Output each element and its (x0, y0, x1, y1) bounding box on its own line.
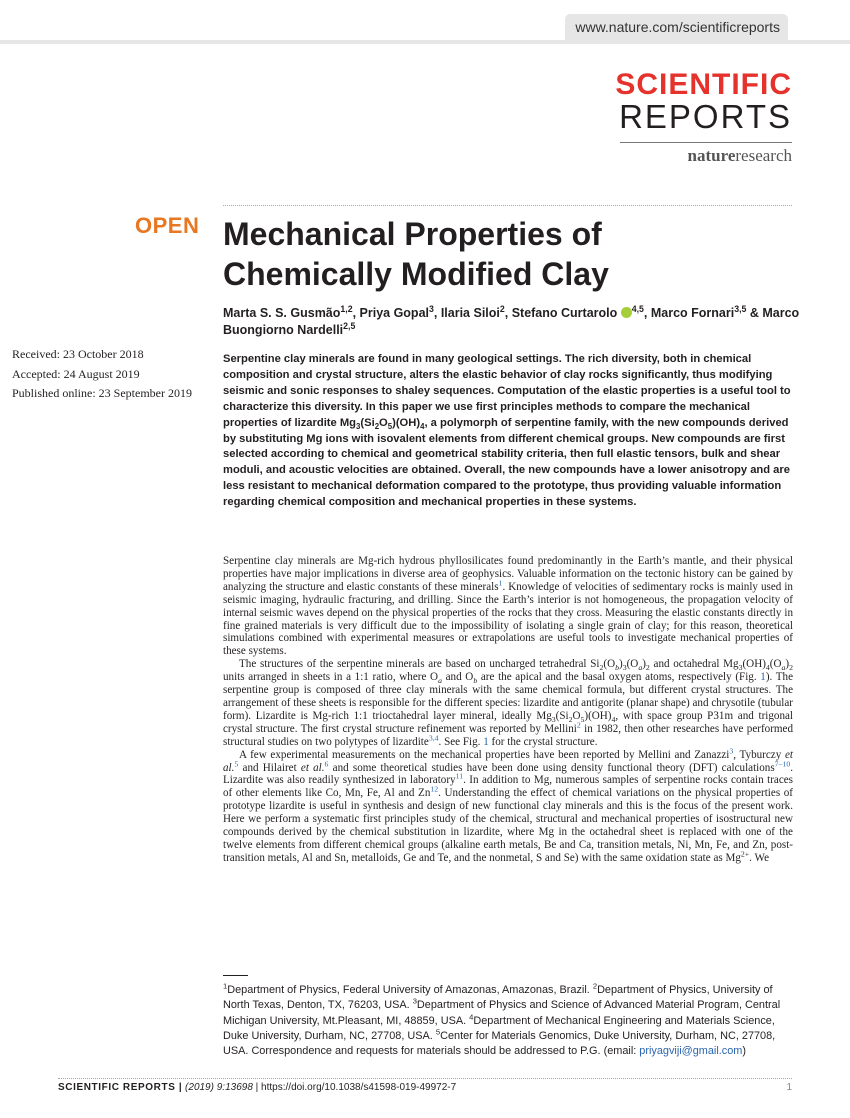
page-footer (58, 1082, 456, 1093)
footnote-divider (223, 975, 248, 976)
header-rule (0, 40, 850, 44)
open-access-label: OPEN (135, 213, 200, 238)
publisher-rest: research (735, 146, 792, 165)
footer-volume: (2019) 9:13698 (185, 1082, 253, 1093)
page-number: 1 (786, 1082, 792, 1093)
paragraph-2: The structures of the serpentine minerals are based on uncharged tetrahedral $Si_2(O_b)_3(O_a)_2$ and octahedral $Mg_3(OH)_4(O_a)_2$ units arranged in sheets in a 1:1 ratio, where $O_a$ and $O_b$ are the apical and the basal oxygen atoms, respectively (Fig. 1). The serpentine group is composed of three clay minerals with the same chemical formula, but different crystal structures. The arrangement of these sheets is responsible for the different species: lizardite and antigorite (planar shape) and chrysotile (tubular form). Lizardite is Mg-rich 1:1 trioctahedral layer mineral, ideally $Mg_3(Si_2O_5)(OH)_4$, with space group P31m and trigonal crystal structure. The first crystal structure refinement was reported by Mellini$^2$ in 1982, then other researches have performed structural studies on two polytypes of lizardite$^{3,4}$. See Fig. 1 for the crystal structure. (223, 658, 794, 748)
journal-logo-reports: REPORTS (619, 98, 792, 135)
publisher-bold: nature (687, 146, 736, 165)
received-date: Received: 23 October 2018 (12, 347, 144, 361)
paragraph-1: Serpentine clay minerals are Mg-rich hydrous phyllosilicates found predominantly in the Earth’s mantle, and their physical properties have major implications in diverse area of geophysics. Valuable information on the tectonic history can be gained by analyzing the structure and elastic constants of these minerals$^1$. Knowledge of velocities of sedimentary rocks is mainly used in seismic imaging, hydraulic fracturing, and drilling. Since the Earth’s interior is not homogeneous, the propagation velocity of internal seismic waves depend on the physical properties of the rocks that they cross. Measuring the elastic constants directly in fine grained materials is very difficult due to the impossibility of isolating a single grain of clay; for this reason, theoretical simulations combined with experimental measures or extrapolations are useful tools to investigate mechanical properties of these systems. (223, 555, 793, 658)
footer-journal: SCIENTIFIC REPORTS | (58, 1082, 183, 1093)
footer-divider (58, 1078, 792, 1079)
logo-divider (620, 142, 792, 143)
author-list: Marta S. S. Gusmão$^{1,2}$, Priya Gopal$^3$, Ilaria Siloi$^2$, Stefano Curtarolo $^{4,5}$, Marco Fornari$^{3,5}$ & Marco Buongiorno Nardelli$^{2,5}$ (223, 303, 800, 337)
main-text (223, 555, 793, 865)
article-dates (12, 345, 192, 404)
publisher-logo (688, 146, 792, 166)
title-divider (223, 205, 792, 206)
footer-doi[interactable]: | https://doi.org/10.1038/s41598-019-49972-7 (255, 1082, 457, 1093)
accepted-date: Accepted: 24 August 2019 (12, 366, 140, 381)
published-date: Published online: 23 September 2019 (12, 386, 192, 400)
journal-url[interactable]: www.nature.com/scientificreports (565, 14, 788, 40)
paragraph-3: A few experimental measurements on the mechanical properties have been reported by Mellini and Zanazzi$^3$, Tyburczy et al.$^5$ and Hilairet et al.$^6$ and some theoretical studies have been done using density functional theory (DFT) calculations$^{7-10}$. Lizardite was also readily synthesized in laboratory$^{11}$. In addition to Mg, numerous samples of serpentine rocks contain traces of other elements like Co, Mn, Fe, Al and Zn$^{12}$. Understanding the effect of chemical variations on the physical properties of prototype lizardite is useful in synthesis and design of new functional clay minerals and this is the focus of the present work. Here we perform a systematic first principles study of the chemical, structural and mechanical properties of isostructural new compounds derived by the chemical substitution in lizardite, where Mg in the octahedral sheet is replaced with one of the twelve elements from different chemical groups (alkaline earth metals, Be and Ca, transition metals, Ni, Mn, Fe, and Zn, post-transition metals, Al and Sn, metalloids, Ge and Te, and the nonmetal, S and Se) with the same oxidation state as $Mg^{2+}$. We (223, 745, 794, 864)
journal-logo-scientific: SCIENTIFIC (615, 68, 792, 101)
orcid-icon[interactable] (621, 307, 632, 318)
correspondence-email[interactable]: priyagviji@gmail.com (639, 1045, 743, 1058)
abstract: Serpentine clay minerals are found in many geological settings. The rich diversity, both in chemical composition and crystal structure, alters the elastic behavior of clay rocks significantly, thus modifying seismic and sonic responses to shaley sequences. Computation of the elastic properties is a useful tool to characterize this diversity. In this paper we use first principles methods to compare the mechanical properties of lizardite $Mg_3(Si_2O_5)(OH)_4$, a polymorph of serpentine family, with the new compounds derived by substituting Mg ions with isovalent elements from different chemical groups. New compounds are first selected according to chemical and geometrical stability criteria, then full elastic tensors, bulk and shear moduli, and acoustic velocities are obtained. Overall, the new compounds have a lower anisotropy and are less resistant to mechanical deformation compared to the prototype, thus providing valuable information regarding chemical composition and mechanical properties in these systems. (223, 353, 791, 509)
article-title: Mechanical Properties of Chemically Modified Clay (223, 216, 609, 292)
affiliations: $^1$Department of Physics, Federal University of Amazonas, Amazonas, Brazil. $^2$Department of Physics, University of North Texas, Denton, TX, 76203, USA. $^3$Department of Physics and Science of Advanced Material Program, Central Michigan University, Mt.Pleasant, MI, 48859, USA. $^4$Department of Mechanical Engineering and Materials Science, Duke University, Durham, NC, 27708, USA. $^5$Center for Materials Genomics, Duke University, Durham, NC, 27708, USA. Correspondence and requests for materials should be addressed to P.G. (email: priyagviji@gmail.com) (223, 981, 781, 1058)
